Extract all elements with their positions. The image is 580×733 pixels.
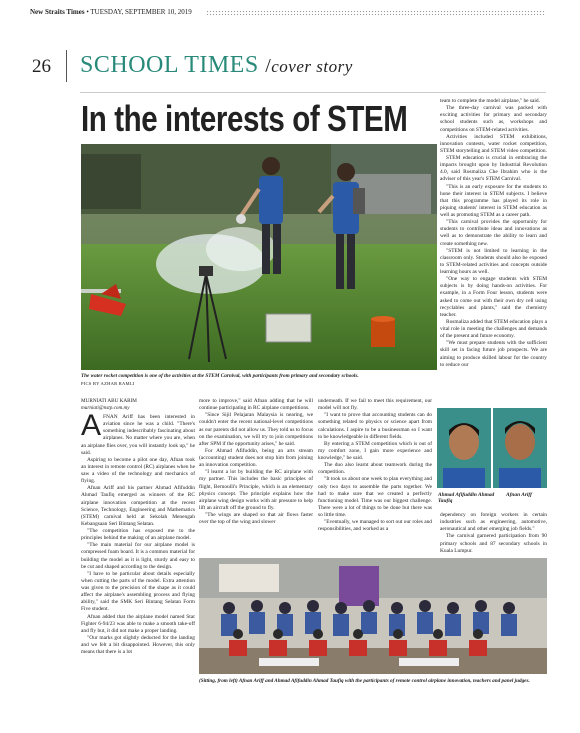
portrait-right-name: Afnan Ariff bbox=[506, 492, 532, 498]
portrait-afnan-image bbox=[493, 408, 547, 488]
masthead-date: TUESDAY, SEPTEMBER 10, 2019 bbox=[90, 8, 192, 16]
paragraph: "This is an early exposure for the students to hone their interest in STEM subjects. I believe that this programme has played its role in piquing students' interest in STEM education as well as promoting STEM as a career path. bbox=[440, 183, 547, 218]
drop-cap: A bbox=[81, 409, 102, 442]
lead-text: FNAN Ariff has been interested in aviation since he was a child. "There's something indescribably fascinating about airplanes. No matter where you are, when an airplane flies over, you will instantly look up," he said. bbox=[81, 414, 195, 456]
paragraph: "Eventually, we managed to sort out our roles and responsibilities, and worked as a bbox=[318, 519, 432, 533]
header-divider bbox=[66, 50, 67, 82]
paragraph: Afnan added that the airplane model named Star Fighter 6-94/23 was able to make a smooth take-off and fly but, it did not make a proper landing. bbox=[81, 613, 195, 634]
paragraph: "I learnt a lot by building the RC airplane with my partner. This includes the basic principles of flight, Bernoulli's Principle, which is an elementary physics concept. The principle explains how the airplane wing design works with air pressure to help lift an aircraft off the ground to fly. bbox=[199, 469, 313, 511]
paragraph: For Ahmad Afifuddin, being an arts stream (accounting) student does not stop him from joining an innovation competition. bbox=[199, 447, 313, 469]
photo1-caption: The water rocket competition is one of the activities at the STEM Carnival, with participants from primary and secondary schools. bbox=[81, 373, 359, 379]
paragraph: "I want to prove that accounting students can do something related to physics or science apart from calculations. I aspire to be a businessman so I want to be knowledgeable in different fields. bbox=[318, 412, 432, 440]
paragraph: dependency on foreign workers in certain industries such as engineering, automotive, aeronautical and other emerging job fields." bbox=[440, 512, 547, 533]
headline: In the interests of STEM bbox=[81, 98, 408, 139]
masthead: New Straits Times • TUESDAY, SEPTEMBER 10, 2019 bbox=[30, 8, 192, 16]
paragraph: The carnival garnered participation from 90 primary schools and 87 secondary schools in Kuala Lumpur. bbox=[440, 533, 547, 554]
paragraph: The three-day carnival was packed with exciting activities for primary and secondary school students such as, workshops and competitions on STEM-related activities. bbox=[440, 105, 547, 133]
portrait-afifuddin-image bbox=[437, 408, 491, 488]
photo2-caption: (Sitting, from left) Afnan Ariff and Ahmad Afifuddin Ahmad Taufiq with the participants of remote control airplane innovation, teachers and panel judges. bbox=[199, 678, 530, 684]
paragraph: "We must prepare students with the sufficient skill set in facing future job prospects. We are aiming to produce skilled labour for the country to reduce our bbox=[440, 340, 547, 368]
paragraph: Rosmaliza added that STEM education plays a vital role in meeting the challenges and demands of the present and future economy. bbox=[440, 318, 547, 340]
article-column-2 bbox=[199, 398, 313, 526]
masthead-dots bbox=[206, 10, 546, 15]
paragraph: "One way to engage students with STEM subjects is by doing hands-on activities. For example, in a Form Four lesson, students were asked to come out with their own dry cell using recyclables and plants," said the chemistry teacher. bbox=[440, 276, 547, 318]
masthead-paper: New Straits Times bbox=[30, 8, 85, 16]
portrait-afifuddin bbox=[437, 408, 491, 488]
byline-email: murniati@nstp.com.my bbox=[81, 405, 130, 412]
paragraph: "Since Sijil Pelajaran Malaysia is nearing, we couldn't enter the recent national-level competitions as our parents did not allow us. They told us to focus on the examination, we will try to join competitions after SPM if the opportunity arises," he said. bbox=[199, 412, 313, 447]
paragraph: team to complete the model airplane," he said. bbox=[440, 98, 540, 104]
paragraph: underneath. If we fail to meet this requirement, our model will not fly. bbox=[318, 398, 432, 412]
article-column-4-continued bbox=[440, 512, 547, 555]
byline-name: MURNIATI ABU KARIM bbox=[81, 398, 137, 404]
water-rocket-photo bbox=[81, 144, 437, 370]
group-photo bbox=[199, 558, 547, 674]
paragraph: Aspiring to become a pilot one day, Afnan took an interest in remote control (RC) airplanes when he saw a video of the technology and mechanics of flying. bbox=[81, 456, 195, 485]
paragraph: "The wings are shaped so that air flows faster over the top of the wing and slower bbox=[199, 512, 313, 526]
page-number: 26 bbox=[32, 56, 51, 77]
paragraph: "The competition has exposed me to the principles behind the making of an airplane model. bbox=[81, 528, 195, 542]
photo1-credit: PICS BY AZHAR RAMLI bbox=[81, 381, 135, 386]
paragraph: "The main material for our airplane model is compressed foam board. It is a common material for building the model as it is light, sturdy and easy to be cut and shaped according to the design. bbox=[81, 542, 195, 570]
column-1-lead-paragraph bbox=[81, 409, 195, 457]
article-column-4 bbox=[440, 98, 547, 369]
paragraph: The duo also learnt about teamwork during the competition. bbox=[318, 462, 432, 476]
portrait-left-name: Ahmad Afifuddin Ahmad Taufiq bbox=[438, 492, 495, 505]
article-column-1 bbox=[81, 409, 195, 656]
section-subtitle: cover story bbox=[271, 57, 353, 76]
section-title: SCHOOL TIMES /cover story bbox=[80, 52, 353, 78]
paragraph: By entering a STEM competition which is out of my comfort zone, I gain more experience and knowledge," he said. bbox=[318, 440, 432, 461]
paragraph: "This carnival provides the opportunity for students to contribute ideas and innovations as well as to demonstrate the ability to learn and create something new. bbox=[440, 219, 547, 247]
paragraph: more to improve," said Afnan adding that he will continue participating in RC airplane competitions. bbox=[199, 398, 313, 412]
water-rocket-illustration bbox=[81, 144, 437, 370]
group-photo-illustration bbox=[199, 558, 547, 674]
paragraph: "Our marks got slightly deducted for the landing and we felt a bit disappointed. However, this only means that there is a lot bbox=[81, 634, 195, 656]
portrait-afnan bbox=[493, 408, 547, 488]
header-rule bbox=[80, 92, 546, 93]
paragraph: Afnan Ariff and his partner Ahmad Afifuddin Ahmad Taufiq emerged as winners of the RC airplane innovation competition at the recent Science, Technology, Engineering and Mathematics (STEM) carnival held at Sekolah Menengah Kebangsaan Seri Bintang Selatan. bbox=[81, 485, 195, 527]
paragraph: "It took us about one week to plan everything and only two days to assemble the parts together. We had to make sure that we created a perfectly functioning model. Time was our biggest challenge. There were a lot of things to be done but there was so little time. bbox=[318, 476, 432, 518]
article-column-3 bbox=[318, 398, 432, 533]
paragraph: "STEM is not limited to learning in the classroom only. Students should also be exposed to STEM-related activities and concepts outside learning hours as well. bbox=[440, 247, 547, 275]
paragraph: "I have to be particular about details especially when cutting the parts of the model. Extra attention was given to the precision of the shape as it could affect the airplane's assembling process and flying ability," said the SMK Seri Bintang Selatan Form Five student. bbox=[81, 570, 195, 613]
paragraph: Activities included STEM exhibitions, innovation contests, water rocket competition, STEM storytelling and STEM video competition. bbox=[440, 133, 547, 154]
paragraph: STEM education is crucial in embracing the impacts brought upon by Industrial Revolution 4.0, said Rosmaliza Che Ibrahim who is the adviser of this year's STEM Carnival. bbox=[440, 155, 547, 183]
section-name: SCHOOL TIMES bbox=[80, 52, 259, 78]
